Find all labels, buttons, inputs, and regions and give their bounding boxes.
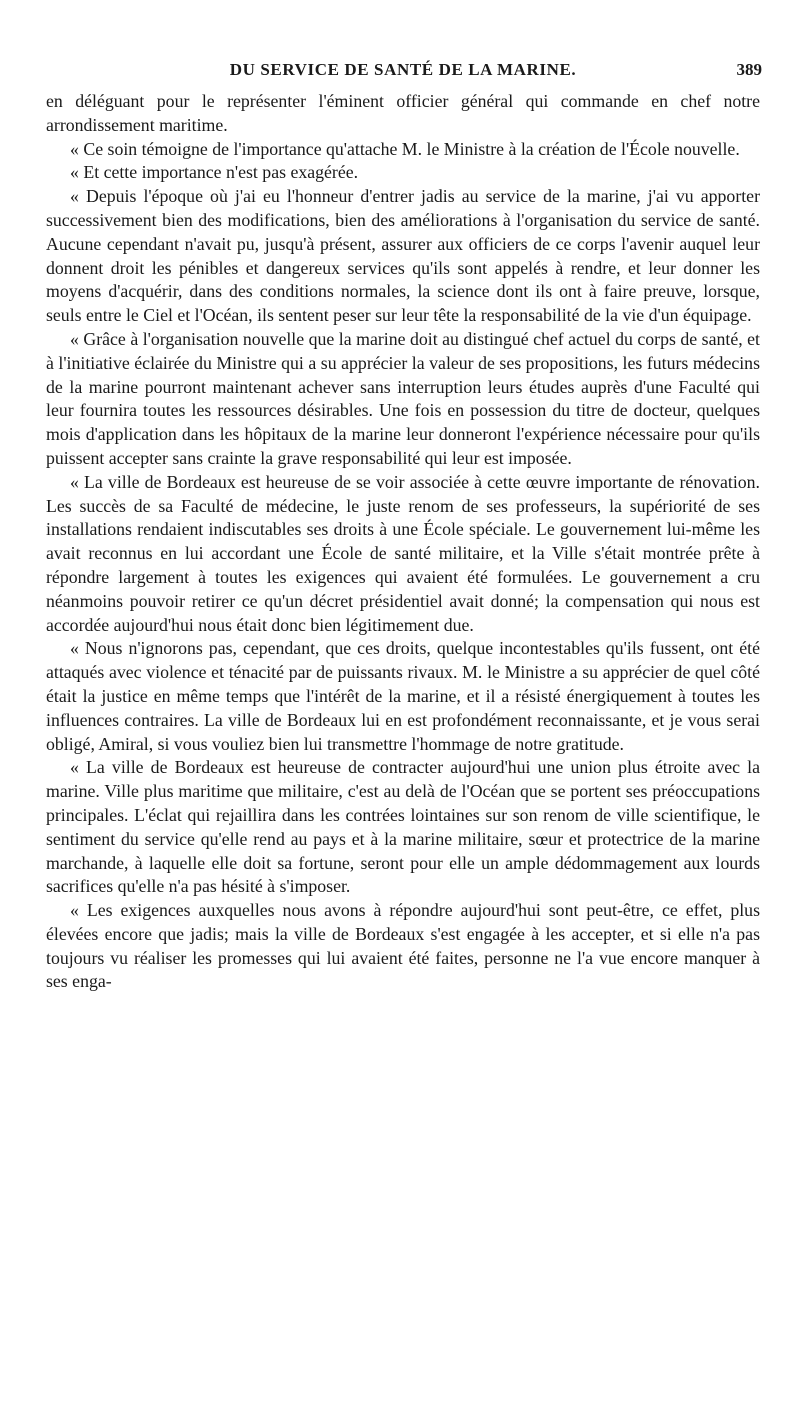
body-text	[46, 90, 760, 994]
paragraph-5: « Grâce à l'organisation nouvelle que la marine doit au distingué chef actuel du corps de santé, et à l'initiative éclairée du Ministre qui a su apprécier la valeur de ses propositions, les futurs médecins de la marine pourront maintenant achever sans interruption leurs études auprès d'une Faculté qui leur fournira toutes les ressources désirables. Une fois en possession du titre de docteur, quelques mois d'application dans les hôpitaux de la marine leur donneront l'expérience nécessaire pour qu'ils puissent accepter sans crainte la grave responsabilité qui leur est imposée.	[46, 328, 760, 468]
paragraph-8: « La ville de Bordeaux est heureuse de contracter aujourd'hui une union plus étroite avec la marine. Ville plus maritime que militaire, c'est au delà de l'Océan que se portent ses préoccupations principales. L'éclat qui rejaillira dans les contrées lointaines sur son renom de ville scientifique, le sentiment du service qu'elle rend au pays et à la marine militaire, sœur et protectrice de la marine marchande, à laquelle elle doit sa fortune, seront pour elle un ample dédommagement aux lourds sacrifices qu'elle n'a pas hésité à s'imposer.	[46, 757, 760, 897]
paragraph-7: « Nous n'ignorons pas, cependant, que ces droits, quelque incontestables qu'ils fussent, ont été attaqués avec violence et ténacité par de puissants rivaux. M. le Ministre a su apprécier de quel côté était la justice en même temps que l'intérêt de la marine, et il a résisté énergiquement à toutes les influences contraires. La ville de Bordeaux lui en est profondément reconnaissante, et je vous serai obligé, Amiral, si vous vouliez bien lui transmettre l'hommage de notre gratitude.	[46, 638, 760, 754]
running-head: DU SERVICE DE SANTÉ DE LA MARINE.	[229, 60, 577, 79]
book-page	[46, 56, 760, 994]
paragraph-9: « Les exigences auxquelles nous avons à répondre aujourd'hui sont peut-être, ce effet, plus élevées encore que jadis; mais la ville de Bordeaux s'est engagée à les accepter, et si elle n'a pas toujours vu réaliser les promesses qui lui avaient été faites, personne ne l'a vue encore manquer à ses enga-	[46, 900, 760, 992]
paragraph-1: en déléguant pour le représenter l'éminent officier général qui commande en chef notre arrondissement maritime.	[46, 91, 760, 135]
paragraph-6: « La ville de Bordeaux est heureuse de se voir associée à cette œuvre importante de rénovation. Les succès de sa Faculté de médecine, le juste renom de ses professeurs, la supériorité de ses installations rendaient indiscutables ses droits à une École spéciale. Le gouvernement lui-même les avait reconnus en lui accordant une École de santé militaire, et la Ville s'était montrée prête à répondre largement à toutes les exigences qui avaient été formulées. Le gouvernement a cru néanmoins pouvoir retirer ce qu'un décret présidentiel avait donné; la compensation qui nous est accordée aujourd'hui nous était donc bien légitimement due.	[46, 471, 760, 635]
paragraph-2: « Ce soin témoigne de l'importance qu'attache M. le Ministre à la création de l'École nouvelle.	[70, 138, 740, 159]
page-header	[46, 56, 760, 90]
paragraph-4: « Depuis l'époque où j'ai eu l'honneur d'entrer jadis au service de la marine, j'ai vu apporter successivement bien des modifications, bien des améliorations à l'organisation du service de santé. Aucune cependant n'avait pu, jusqu'à présent, assurer aux officiers de ce corps l'avenir auquel leur donnent droit les pénibles et dangereux services qu'ils sont appelés à rendre, et leur donner les moyens d'acquérir, dans des conditions normales, la science dont ils ont à faire preuve, lorsque, seuls entre le Ciel et l'Océan, ils sentent peser sur leur tête la responsabilité de la vie d'un équipage.	[46, 186, 760, 326]
page-number: 389	[736, 60, 762, 79]
paragraph-3: « Et cette importance n'est pas exagérée.	[70, 162, 359, 183]
